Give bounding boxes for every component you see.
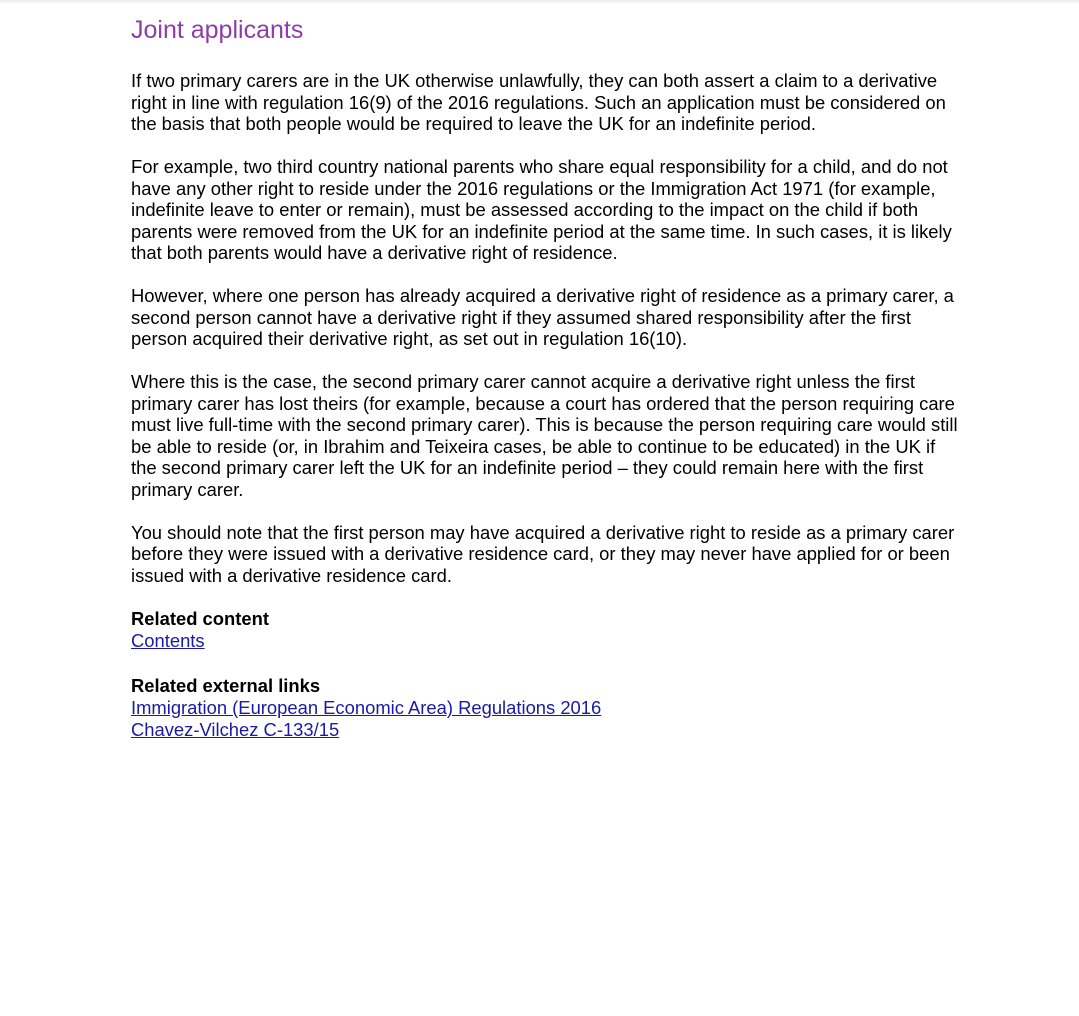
paragraph-example: For example, two third country national parents who share equal responsibility for a child, and do not have any other right to reside under the 2016 regulations or the Immigration Act 1971 (for example, indefinite leave to enter or remain), must be assessed according to the impact on the child if both parents were removed from the UK for an indefinite period at the same time. In such cases, it is likely that both parents would have a derivative right of residence. — [131, 156, 952, 263]
eea-regulations-link[interactable]: Immigration (European Economic Area) Regulations 2016 — [131, 697, 602, 718]
paragraph-where-case: Where this is the case, the second primary carer cannot acquire a derivative right unless the first primary carer has lost theirs (for example, because a court has ordered that the person requiring care must live full-time with the second primary carer). This is because the person requiring care would still be able to reside (or, in Ibrahim and Teixeira cases, be able to continue to be educated) in the UK if the second primary carer left the UK for an indefinite period – they could remain here with the first primary carer. — [131, 371, 958, 500]
related-external-links-heading: Related external links — [131, 675, 321, 696]
document-body — [131, 14, 961, 741]
page-title: Joint applicants — [131, 16, 304, 44]
contents-link[interactable]: Contents — [131, 630, 205, 651]
paragraph-joint-claim: If two primary carers are in the UK otherwise unlawfully, they can both assert a claim to a derivative right in line with regulation 16(9) of the 2016 regulations. Such an application must be considered on the basis that both people would be required to leave the UK for an indefinite period. — [131, 70, 946, 134]
page-top-edge — [0, 0, 1079, 4]
paragraph-however: However, where one person has already acquired a derivative right of residence as a primary carer, a second person cannot have a derivative right if they assumed shared responsibility after the first person acquired their derivative right, as set out in regulation 16(10). — [131, 285, 954, 349]
paragraph-note: You should note that the first person may have acquired a derivative right to reside as a primary carer before they were issued with a derivative residence card, or they may never have applied for or been issued with a derivative residence card. — [131, 521, 955, 586]
related-content-heading: Related content — [131, 608, 269, 629]
chavez-vilchez-link[interactable]: Chavez-Vilchez C-133/15 — [131, 719, 340, 740]
